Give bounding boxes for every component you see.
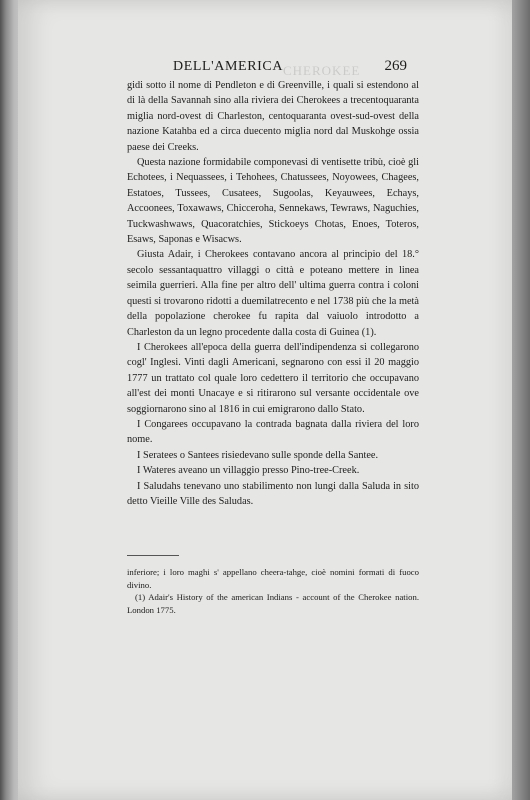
paragraph: I Congarees occupavano la contrada bagnata dalla riviera del loro nome. — [127, 418, 419, 446]
paragraph: Giusta Adair, i Cherokees contavano ancora al principio del 18.° secolo sessantaquattro villaggi o città e poteano mettere in linea seimila guerrieri. Alla fine per altro dell' ultima guerra contra i coloni questi si trovarono ridotti a duemilatrecento e nel 1738 più che la metà della popolazione cherokee fu rapita dal vaiuolo introdotto a Charleston da un legno procedente dalla costa di Guinea (1). — [127, 249, 419, 338]
show-through-text: CHEROKEE — [283, 63, 361, 78]
paragraph: Questa nazione formidabile componevasi di ventisette tribù, cioè gli Echotees, i Nequassees, i Tehohees, Chatussees, Noyowees, Chagees, Estatoes, Tussees, Cusatees, Sugoolas, Keyauwees, Echays, Accoonees, Toxawaws, Chicceroha, Sennekaws, Tewraws, Naguchies, Tuckwashwaws, Quacoratchies, Stickoeys Chotas, Enoes, Toteros, Esaws, Saponas e Wisacws. — [127, 157, 419, 246]
footnotes — [127, 566, 419, 616]
paragraph: I Saludahs tenevano uno stabilimento non lungi dalla Saluda in sito detto Vieille Ville des Saludas. — [127, 480, 419, 507]
paragraph: I Wateres aveano un villaggio presso Pino-tree-Creek. — [137, 465, 360, 477]
book-page — [18, 0, 512, 800]
paragraph: gidi sotto il nome di Pendleton e di Greenville, i quali si estendono al di là della Savannah sino alla riviera dei Cherokees a trecentoquaranta miglia nord-ovest di Charleston, centoquaranta ovest-sud-ovest della nazione Katahba ed a circa duecento miglia nord dal Muskohge ossia paese dei Creeks. — [127, 80, 419, 153]
paragraph: I Seratees o Santees risiedevano sulle sponde della Santee. — [137, 449, 379, 461]
footnote-continuation: inferiore; i loro maghi s' appellano cheera-tahge, cioè nomini formati di fuoco divino. — [127, 567, 419, 590]
running-title: DELL'AMERICA — [173, 59, 284, 74]
page-number: 269 — [384, 58, 407, 74]
footnote: (1) Adair's History of the american Indians - account of the Cherokee nation. London 1775. — [127, 592, 419, 615]
body-text — [127, 78, 419, 509]
paragraph: I Cherokees all'epoca della guerra dell'indipendenza si collegarono cogl' Inglesi. Vinti dagli Americani, segnarono con essi il 20 maggio 1777 un trattato col quale loro cedettero il territorio che occupavano all'est dei monti Unacaye e si ritirarono sul versante occidentale ove soggiornarono sino al 1816 in cui emigrarono dallo Stato. — [127, 341, 419, 415]
footnote-rule — [127, 555, 179, 556]
